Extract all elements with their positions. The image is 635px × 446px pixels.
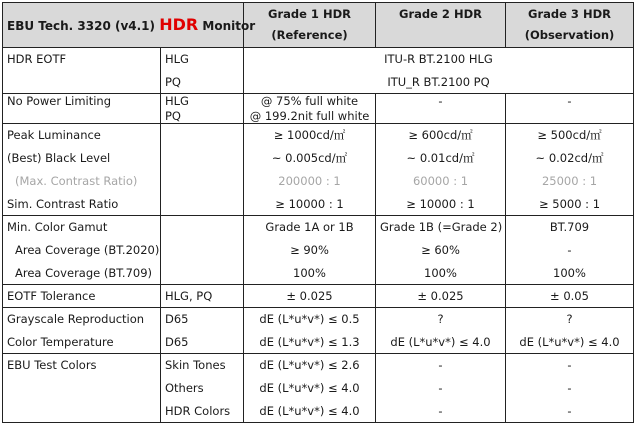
grade3-value: ± 0.05 bbox=[506, 285, 634, 308]
row-label: Area Coverage (BT.709) bbox=[3, 262, 161, 285]
row-condition bbox=[161, 170, 244, 193]
grade2-value: 100% bbox=[376, 262, 506, 285]
table-row bbox=[3, 377, 634, 400]
table-row bbox=[3, 71, 634, 94]
grade1-value: 200000 : 1 bbox=[244, 170, 376, 193]
grade1-value: @ 199.2nit full white bbox=[244, 109, 376, 124]
grade3-value: - bbox=[506, 239, 634, 262]
table-row bbox=[3, 170, 634, 193]
row-condition: D65 bbox=[161, 331, 244, 354]
grade3-header bbox=[506, 3, 634, 48]
row-condition: PQ bbox=[161, 71, 244, 94]
row-label: (Max. Contrast Ratio) bbox=[3, 170, 161, 193]
row-condition: Skin Tones bbox=[161, 354, 244, 377]
row-condition: PQ bbox=[161, 109, 244, 124]
grade2-value: 60000 : 1 bbox=[376, 170, 506, 193]
spec-table bbox=[2, 2, 634, 423]
grade3-value: 25000 : 1 bbox=[506, 170, 634, 193]
row-condition: HDR Colors bbox=[161, 400, 244, 423]
grade1-value: @ 75% full white bbox=[244, 94, 376, 109]
title-hdr: HDR bbox=[159, 14, 199, 34]
grade2-value: ≥ 600cd/㎡ bbox=[376, 124, 506, 147]
title-prefix: EBU Tech. 3320 (v4.1) bbox=[7, 18, 160, 33]
row-condition: HLG, PQ bbox=[161, 285, 244, 308]
table-title bbox=[3, 3, 256, 48]
grade3-value: ≥ 5000 : 1 bbox=[506, 193, 634, 216]
row-condition bbox=[161, 216, 244, 239]
grade3-subtitle: (Observation) bbox=[524, 28, 615, 42]
grade1-value: ~ 0.005cd/㎡ bbox=[244, 147, 376, 170]
grade1-value: Grade 1A or 1B bbox=[244, 216, 376, 239]
row-label: No Power Limiting bbox=[3, 94, 161, 109]
row-condition bbox=[161, 239, 244, 262]
grade3-value: BT.709 bbox=[506, 216, 634, 239]
row-condition: HLG bbox=[161, 48, 244, 71]
grade3-value: - bbox=[506, 377, 634, 400]
row-label: HDR EOTF bbox=[3, 48, 161, 71]
grade2-value: - bbox=[376, 94, 506, 109]
grade3-title: Grade 3 HDR bbox=[528, 7, 611, 21]
row-label: Area Coverage (BT.2020) bbox=[3, 239, 161, 262]
row-condition: D65 bbox=[161, 308, 244, 331]
grade2-header bbox=[376, 3, 506, 48]
row-label: Min. Color Gamut bbox=[3, 216, 161, 239]
grade3-value: ~ 0.02cd/㎡ bbox=[506, 147, 634, 170]
table-row bbox=[3, 48, 634, 71]
grade2-value: ? bbox=[376, 308, 506, 331]
row-condition bbox=[161, 124, 244, 147]
row-label bbox=[3, 400, 161, 423]
table-row bbox=[3, 400, 634, 423]
row-value: ITU-R BT.2100 HLG bbox=[244, 48, 634, 71]
grade3-value bbox=[506, 109, 634, 124]
row-label: (Best) Black Level bbox=[3, 147, 161, 170]
grade1-value: 100% bbox=[244, 262, 376, 285]
row-label bbox=[3, 109, 161, 124]
table-row bbox=[3, 124, 634, 147]
grade1-header bbox=[244, 3, 376, 48]
grade1-value: ≥ 10000 : 1 bbox=[244, 193, 376, 216]
grade1-subtitle: (Reference) bbox=[271, 28, 348, 42]
table-row bbox=[3, 354, 634, 377]
table-row bbox=[3, 147, 634, 170]
grade1-value: dE (L*u*v*) ≤ 4.0 bbox=[244, 400, 376, 423]
row-condition bbox=[161, 193, 244, 216]
row-label: EBU Test Colors bbox=[3, 354, 161, 377]
row-value: ITU_R BT.2100 PQ bbox=[244, 71, 634, 94]
row-label bbox=[3, 71, 161, 94]
grade1-title: Grade 1 HDR bbox=[268, 7, 351, 21]
row-condition bbox=[161, 262, 244, 285]
table-row bbox=[3, 109, 634, 124]
grade2-value: - bbox=[376, 377, 506, 400]
row-label bbox=[3, 377, 161, 400]
grade2-value: - bbox=[376, 400, 506, 423]
row-condition: HLG bbox=[161, 94, 244, 109]
header-row bbox=[3, 3, 634, 48]
grade2-value: - bbox=[376, 354, 506, 377]
row-label: EOTF Tolerance bbox=[3, 285, 161, 308]
table-row bbox=[3, 239, 634, 262]
table-row bbox=[3, 193, 634, 216]
grade1-value: dE (L*u*v*) ≤ 0.5 bbox=[244, 308, 376, 331]
grade2-title: Grade 2 HDR bbox=[399, 7, 482, 21]
grade3-value: dE (L*u*v*) ≤ 4.0 bbox=[506, 331, 634, 354]
grade3-value: ? bbox=[506, 308, 634, 331]
grade3-value: ≥ 500cd/㎡ bbox=[506, 124, 634, 147]
grade3-value: - bbox=[506, 400, 634, 423]
grade2-value: dE (L*u*v*) ≤ 4.0 bbox=[376, 331, 506, 354]
table-row bbox=[3, 94, 634, 109]
title-suffix: Monitor bbox=[198, 18, 256, 33]
grade1-value: dE (L*u*v*) ≤ 1.3 bbox=[244, 331, 376, 354]
row-label: Color Temperature bbox=[3, 331, 161, 354]
grade1-value: ± 0.025 bbox=[244, 285, 376, 308]
row-label: Peak Luminance bbox=[3, 124, 161, 147]
grade2-value: Grade 1B (=Grade 2) bbox=[376, 216, 506, 239]
row-label: Grayscale Reproduction bbox=[3, 308, 161, 331]
row-condition: Others bbox=[161, 377, 244, 400]
grade2-value: ≥ 60% bbox=[376, 239, 506, 262]
row-condition bbox=[161, 147, 244, 170]
grade2-value: ± 0.025 bbox=[376, 285, 506, 308]
table-row bbox=[3, 308, 634, 331]
table-row bbox=[3, 262, 634, 285]
grade3-value: - bbox=[506, 94, 634, 109]
grade3-value: 100% bbox=[506, 262, 634, 285]
table-row bbox=[3, 216, 634, 239]
table-row bbox=[3, 331, 634, 354]
grade2-value: ≥ 10000 : 1 bbox=[376, 193, 506, 216]
grade2-value: ~ 0.01cd/㎡ bbox=[376, 147, 506, 170]
table-row bbox=[3, 285, 634, 308]
row-label: Sim. Contrast Ratio bbox=[3, 193, 161, 216]
grade1-value: ≥ 90% bbox=[244, 239, 376, 262]
grade2-value bbox=[376, 109, 506, 124]
grade1-value: dE (L*u*v*) ≤ 2.6 bbox=[244, 354, 376, 377]
grade1-value: ≥ 1000cd/㎡ bbox=[244, 124, 376, 147]
grade1-value: dE (L*u*v*) ≤ 4.0 bbox=[244, 377, 376, 400]
grade3-value: - bbox=[506, 354, 634, 377]
